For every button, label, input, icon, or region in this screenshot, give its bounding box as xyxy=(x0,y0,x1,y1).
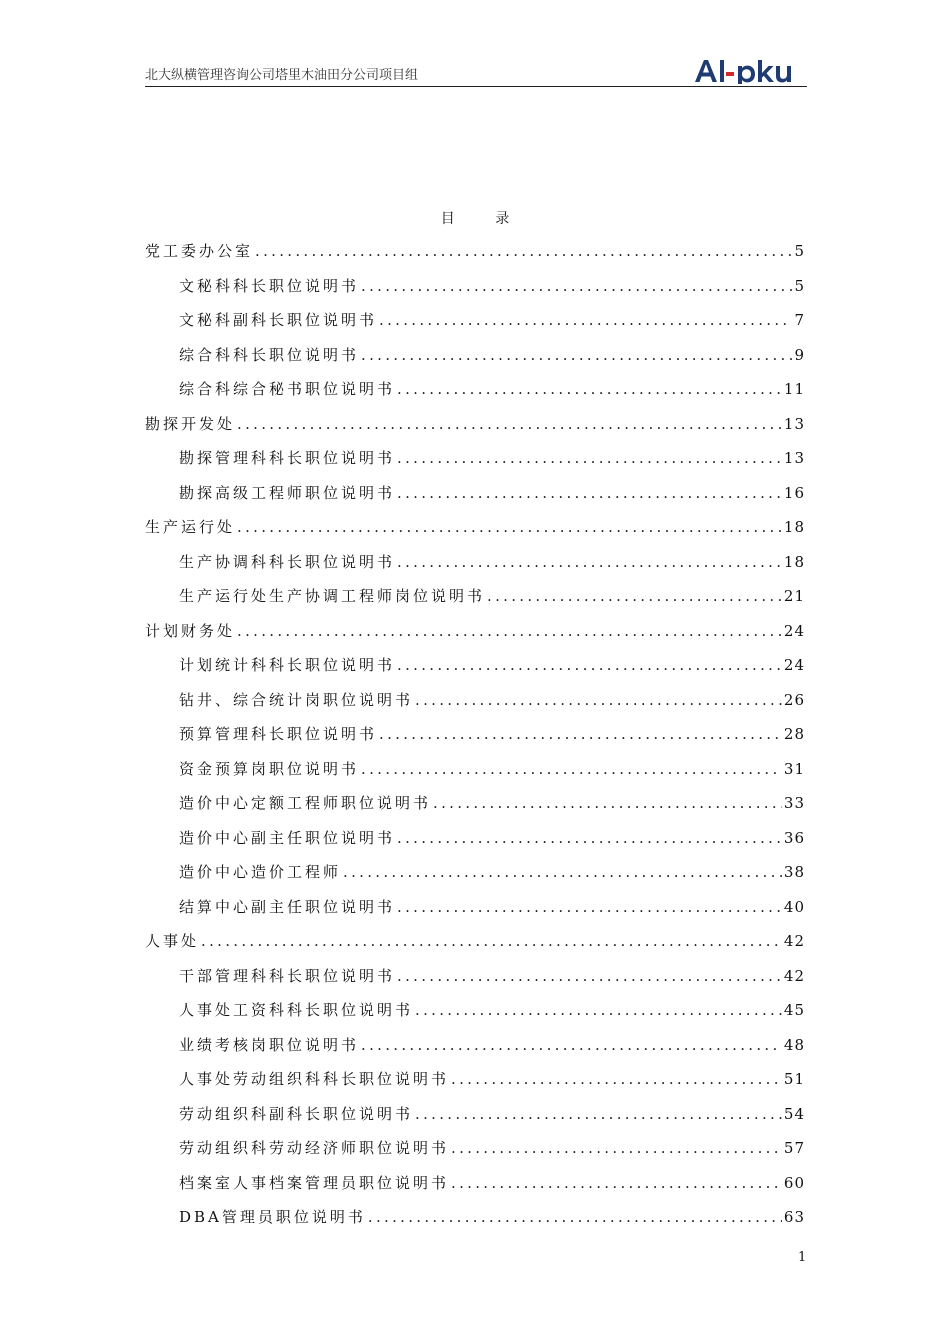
toc-leader-dots xyxy=(397,898,782,916)
page-number: 1 xyxy=(798,1250,807,1265)
toc-leader-dots xyxy=(397,380,782,398)
toc-leader-dots xyxy=(379,725,782,743)
toc-section-entry[interactable] xyxy=(145,620,805,655)
toc-subentry[interactable] xyxy=(145,551,805,586)
toc-subentry[interactable] xyxy=(145,861,805,896)
toc-entry-label: 计划统计科科长职位说明书 xyxy=(179,656,396,674)
toc-subentry[interactable] xyxy=(145,275,805,310)
toc-entry-page: 24 xyxy=(783,621,805,640)
toc-entry-page: 13 xyxy=(783,414,805,433)
toc-entry-page: 13 xyxy=(783,449,805,467)
toc-subentry[interactable] xyxy=(145,1137,805,1172)
toc-leader-dots xyxy=(343,863,782,881)
toc-entry-page: 40 xyxy=(783,897,805,916)
toc-entry-page: 21 xyxy=(783,587,805,605)
toc-leader-dots xyxy=(237,518,782,536)
toc-section-entry[interactable] xyxy=(145,240,805,275)
toc-title: 目 录 xyxy=(440,211,528,227)
toc-leader-dots xyxy=(487,587,782,605)
toc-entry-page: 42 xyxy=(783,966,805,985)
toc-entry-label: 生产运行处生产协调工程师岗位说明书 xyxy=(179,587,486,605)
toc-entry-label: 造价中心定额工程师职位说明书 xyxy=(179,794,432,812)
toc-entry-page: 28 xyxy=(783,725,805,743)
toc-entry-page: 63 xyxy=(783,1208,805,1226)
toc-entry-page: 36 xyxy=(783,828,805,847)
toc-entry-label: 劳动组织科劳动经济师职位说明书 xyxy=(179,1139,450,1157)
toc-entry-label: 预算管理科长职位说明书 xyxy=(179,725,378,743)
toc-entry-page: 11 xyxy=(783,380,805,398)
toc-entry-label: 文秘科副科长职位说明书 xyxy=(179,311,378,329)
toc-leader-dots xyxy=(368,1208,782,1226)
toc-leader-dots xyxy=(201,932,782,950)
toc-entry-label: 造价中心造价工程师 xyxy=(179,863,342,881)
toc-leader-dots xyxy=(415,691,782,709)
toc-entry-page: 5 xyxy=(794,242,805,260)
toc-leader-dots xyxy=(379,311,792,329)
toc-subentry[interactable] xyxy=(145,689,805,724)
toc-subentry[interactable] xyxy=(145,1068,805,1103)
toc-leader-dots xyxy=(397,829,782,847)
toc-entry-page: 38 xyxy=(783,863,805,881)
toc-subentry[interactable] xyxy=(145,585,805,620)
toc-subentry[interactable] xyxy=(145,344,805,379)
toc-entry-page: 7 xyxy=(794,311,805,329)
toc-entry-page: 18 xyxy=(783,552,805,571)
toc-leader-dots xyxy=(451,1070,782,1088)
toc-subentry[interactable] xyxy=(145,827,805,862)
toc-subentry[interactable] xyxy=(145,1206,805,1241)
toc-entry-label: DBA管理员职位说明书 xyxy=(179,1208,366,1226)
toc-leader-dots xyxy=(361,760,782,778)
toc-subentry[interactable] xyxy=(145,1103,805,1138)
toc-entry-label: 造价中心副主任职位说明书 xyxy=(179,828,396,847)
toc-entry-label: 业绩考核岗职位说明书 xyxy=(179,1035,360,1054)
toc-entry-page: 16 xyxy=(783,483,805,502)
toc-entry-label: 人事处工资科科长职位说明书 xyxy=(179,1001,414,1019)
toc-leader-dots xyxy=(361,277,792,295)
toc-entry-label: 计划财务处 xyxy=(145,621,236,640)
toc-subentry[interactable] xyxy=(145,896,805,931)
toc-entry-label: 综合科科长职位说明书 xyxy=(179,345,360,364)
toc-entry-page: 18 xyxy=(783,518,805,536)
toc-leader-dots xyxy=(433,794,782,812)
toc-leader-dots xyxy=(397,484,782,502)
toc-entry-label: 勘探管理科科长职位说明书 xyxy=(179,449,396,467)
toc-entry-label: 资金预算岗职位说明书 xyxy=(179,759,360,778)
toc-leader-dots xyxy=(397,656,782,674)
page-header xyxy=(145,56,807,87)
toc-leader-dots xyxy=(397,967,782,985)
toc-section-entry[interactable] xyxy=(145,516,805,551)
table-of-contents xyxy=(145,240,805,1241)
toc-entry-label: 劳动组织科副科长职位说明书 xyxy=(179,1104,414,1123)
toc-leader-dots xyxy=(255,242,792,260)
toc-entry-page: 48 xyxy=(783,1035,805,1054)
toc-entry-label: 结算中心副主任职位说明书 xyxy=(179,897,396,916)
toc-subentry[interactable] xyxy=(145,758,805,793)
toc-subentry[interactable] xyxy=(145,378,805,413)
toc-leader-dots xyxy=(397,449,782,467)
toc-entry-label: 生产协调科科长职位说明书 xyxy=(179,552,396,571)
toc-subentry[interactable] xyxy=(145,1034,805,1069)
toc-subentry[interactable] xyxy=(145,792,805,827)
toc-entry-page: 33 xyxy=(783,794,805,812)
toc-leader-dots xyxy=(361,1036,782,1054)
toc-entry-page: 57 xyxy=(783,1139,805,1157)
toc-subentry[interactable] xyxy=(145,1172,805,1207)
toc-leader-dots xyxy=(415,1105,782,1123)
toc-entry-label: 文秘科科长职位说明书 xyxy=(179,276,360,295)
toc-entry-label: 综合科综合秘书职位说明书 xyxy=(179,380,396,398)
toc-leader-dots xyxy=(397,553,782,571)
toc-entry-label: 勘探高级工程师职位说明书 xyxy=(179,483,396,502)
toc-leader-dots xyxy=(451,1174,782,1192)
company-logo xyxy=(693,58,807,84)
toc-leader-dots xyxy=(415,1001,782,1019)
toc-leader-dots xyxy=(361,346,792,364)
toc-entry-page: 9 xyxy=(794,345,805,364)
toc-subentry[interactable] xyxy=(145,723,805,758)
toc-section-entry[interactable] xyxy=(145,930,805,965)
toc-entry-label: 档案室人事档案管理员职位说明书 xyxy=(179,1173,450,1192)
toc-entry-page: 24 xyxy=(783,656,805,674)
toc-entry-label: 党工委办公室 xyxy=(145,242,254,260)
toc-entry-label: 生产运行处 xyxy=(145,518,236,536)
toc-entry-page: 5 xyxy=(794,276,805,295)
toc-leader-dots xyxy=(451,1139,782,1157)
toc-subentry[interactable] xyxy=(145,999,805,1034)
toc-entry-label: 干部管理科科长职位说明书 xyxy=(179,966,396,985)
toc-subentry[interactable] xyxy=(145,482,805,517)
toc-entry-page: 51 xyxy=(783,1070,805,1088)
toc-subentry[interactable] xyxy=(145,654,805,689)
toc-entry-page: 31 xyxy=(783,759,805,778)
toc-entry-page: 26 xyxy=(783,690,805,709)
toc-entry-label: 钻井、综合统计岗职位说明书 xyxy=(179,690,414,709)
toc-section-entry[interactable] xyxy=(145,413,805,448)
toc-entry-label: 人事处劳动组织科科长职位说明书 xyxy=(179,1070,450,1088)
toc-subentry[interactable] xyxy=(145,965,805,1000)
toc-subentry[interactable] xyxy=(145,447,805,482)
toc-entry-page: 45 xyxy=(783,1001,805,1019)
header-company-text: 北大纵横管理咨询公司塔里木油田分公司项目组 xyxy=(145,68,419,83)
toc-leader-dots xyxy=(237,622,782,640)
toc-subentry[interactable] xyxy=(145,309,805,344)
toc-entry-page: 42 xyxy=(783,932,805,950)
toc-entry-page: 60 xyxy=(783,1173,805,1192)
toc-leader-dots xyxy=(237,415,782,433)
toc-entry-label: 勘探开发处 xyxy=(145,414,236,433)
toc-entry-label: 人事处 xyxy=(145,932,200,950)
toc-entry-page: 54 xyxy=(783,1104,805,1123)
